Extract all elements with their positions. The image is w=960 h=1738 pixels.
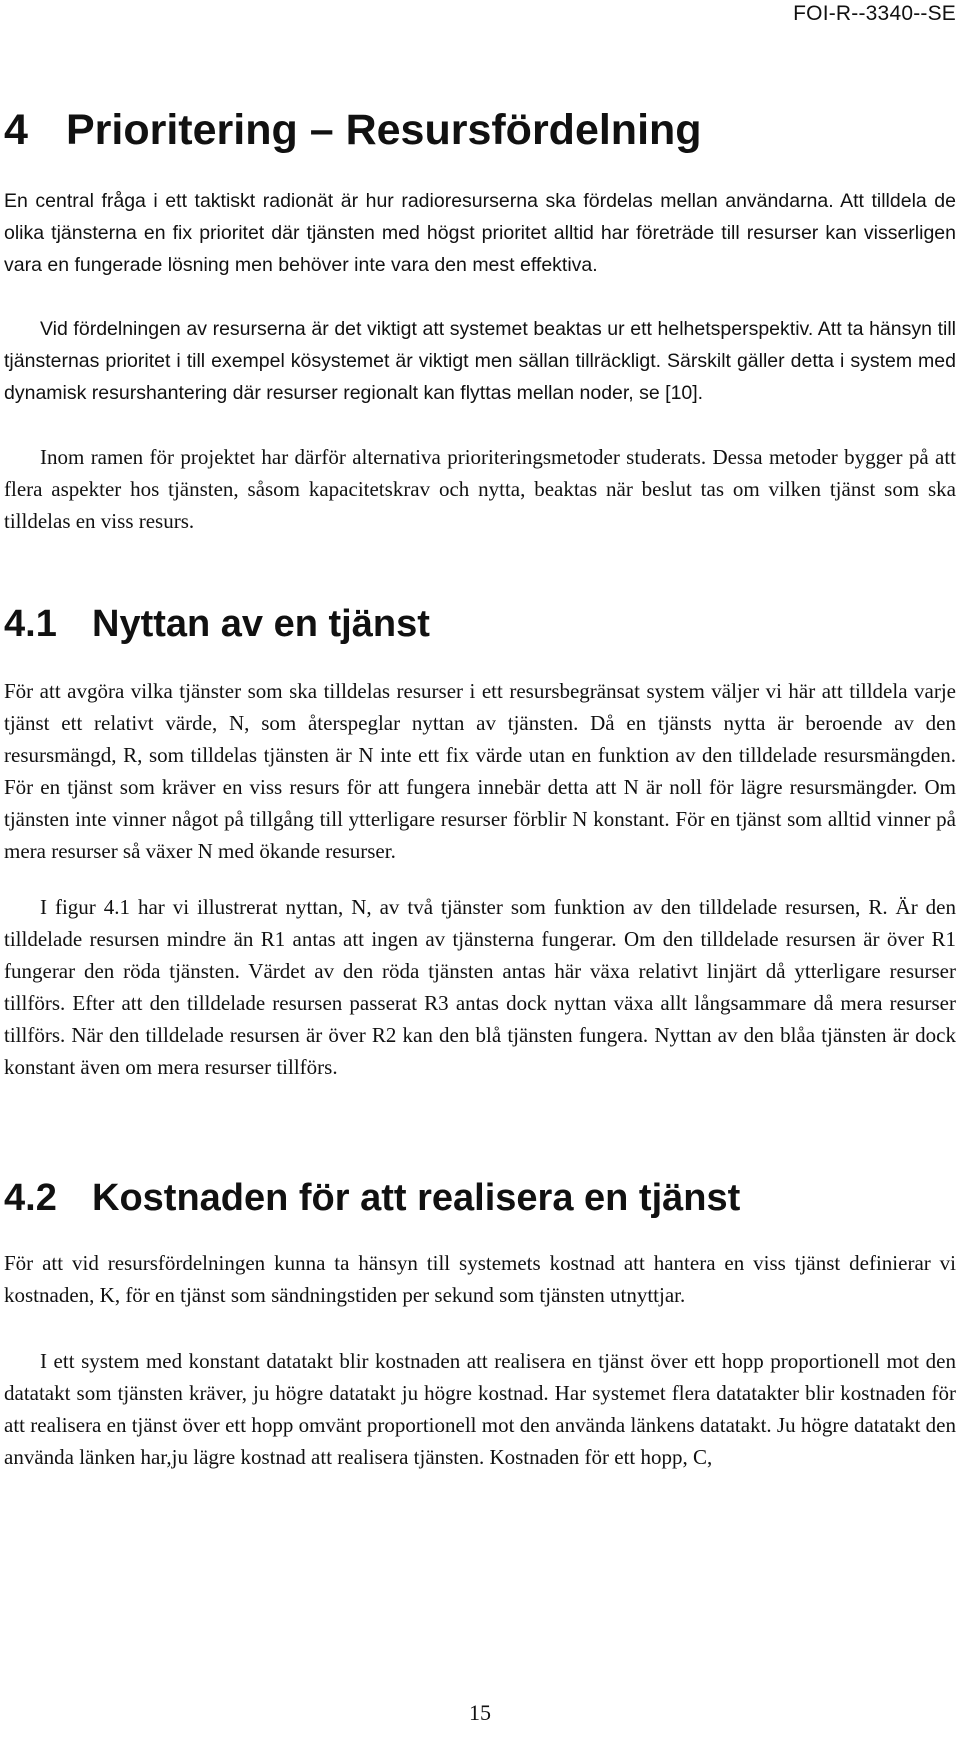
section-title: Nyttan av en tjänst xyxy=(92,603,430,645)
chapter-paragraph: Inom ramen för projektet har därför alternativa prioriteringsmetoder studerats. Dessa metoder bygger på att flera aspekter hos tjänsten, såsom kapacitetskrav och nytta, beaktas när beslut tas om vilken tjänst som ska tilldelas en viss resurs. xyxy=(4,445,956,533)
chapter-title: Prioritering – Resursfördelning xyxy=(66,106,702,154)
chapter-paragraph: En central fråga i ett taktiskt radionät är hur radioresurserna ska fördelas mellan användarna. Att tilldela de olika tjänsterna en fix prioritet där tjänsten med högst prioritet alltid har företräde till resurser kan visserligen vara en fungerade lösning men behöver inte vara den mest effektiva. xyxy=(4,190,956,276)
report-id: FOI-R--3340--SE xyxy=(793,2,956,25)
section-paragraph: För att avgöra vilka tjänster som ska tilldelas resurser i ett resursbegränsat system väljer vi här att tilldela varje tjänst ett relativt värde, N, som återspeglar nyttan av tjänsten. Då en tjänsts nytta är beroende av den resursmängd, R, som tilldelas tjänsten är N inte ett fix värde utan en funktion av den tilldelade resursmängden. För en tjänst som kräver en viss resurs för att fungera innebär detta att N är noll för lägre resursmängder. Om tjänsten inte vinner något på tillgång till ytterligare resurser förblir N konstant. För en tjänst som alltid vinner på mera resurser så växer N med ökande resurser. xyxy=(4,679,956,863)
section-heading xyxy=(4,1177,740,1220)
chapter-paragraph: Vid fördelningen av resurserna är det viktigt att systemet beaktas ur ett helhetsperspektiv. Att ta hänsyn till tjänsternas prioritet i till exempel kösystemet är viktigt men sällan tillräckligt. Särskilt gäller detta i system med dynamisk resurshantering där resurser regionalt kan flyttas mellan noder, se [10]. xyxy=(4,318,956,404)
section-title: Kostnaden för att realisera en tjänst xyxy=(92,1177,741,1219)
section-paragraph: I ett system med konstant datatakt blir kostnaden att realisera en tjänst över ett hopp proportionell mot den datatakt som tjänsten kräver, ju högre datatakt ju högre kostnad. Har systemet flera datatakter blir kostnaden för att realisera en tjänst över ett hopp omvänt proportionell mot den använda länkens datatakt. Ju högre datatakt den använda länken har,ju lägre kostnad att realisera tjänsten. Kostnaden för ett hopp, C, xyxy=(4,1349,956,1469)
section-paragraph: För att vid resursfördelningen kunna ta hänsyn till systemets kostnad att hantera en viss tjänst definierar vi kostnaden, K, för en tjänst som sändningstiden per sekund som tjänsten utnyttjar. xyxy=(4,1251,956,1307)
section-paragraph: I figur 4.1 har vi illustrerat nyttan, N, av två tjänster som funktion av den tilldelade resursen, R. Är den tilldelade resursen mindre än R1 antas att ingen av tjänsterna fungerar. Om den tilldelade resursen är över R1 fungerar den röda tjänsten. Värdet av den röda tjänsten antas här växa relativt linjärt då ytterligare resurser tillförs. Efter att den tilldelade resursen passerat R3 antas dock nyttan växa allt långsammare då mera resurser tillförs. När den tilldelade resursen är över R2 kan den blå tjänsten fungera. Nyttan av den blåa tjänsten är dock konstant även om mera resurser tillförs. xyxy=(4,895,956,1079)
section-number: 4.1 xyxy=(4,603,57,645)
chapter-number: 4 xyxy=(4,106,28,154)
section-heading xyxy=(4,603,430,646)
chapter-heading xyxy=(4,106,702,155)
section-number: 4.2 xyxy=(4,1177,57,1219)
page-number: 15 xyxy=(469,1700,491,1725)
